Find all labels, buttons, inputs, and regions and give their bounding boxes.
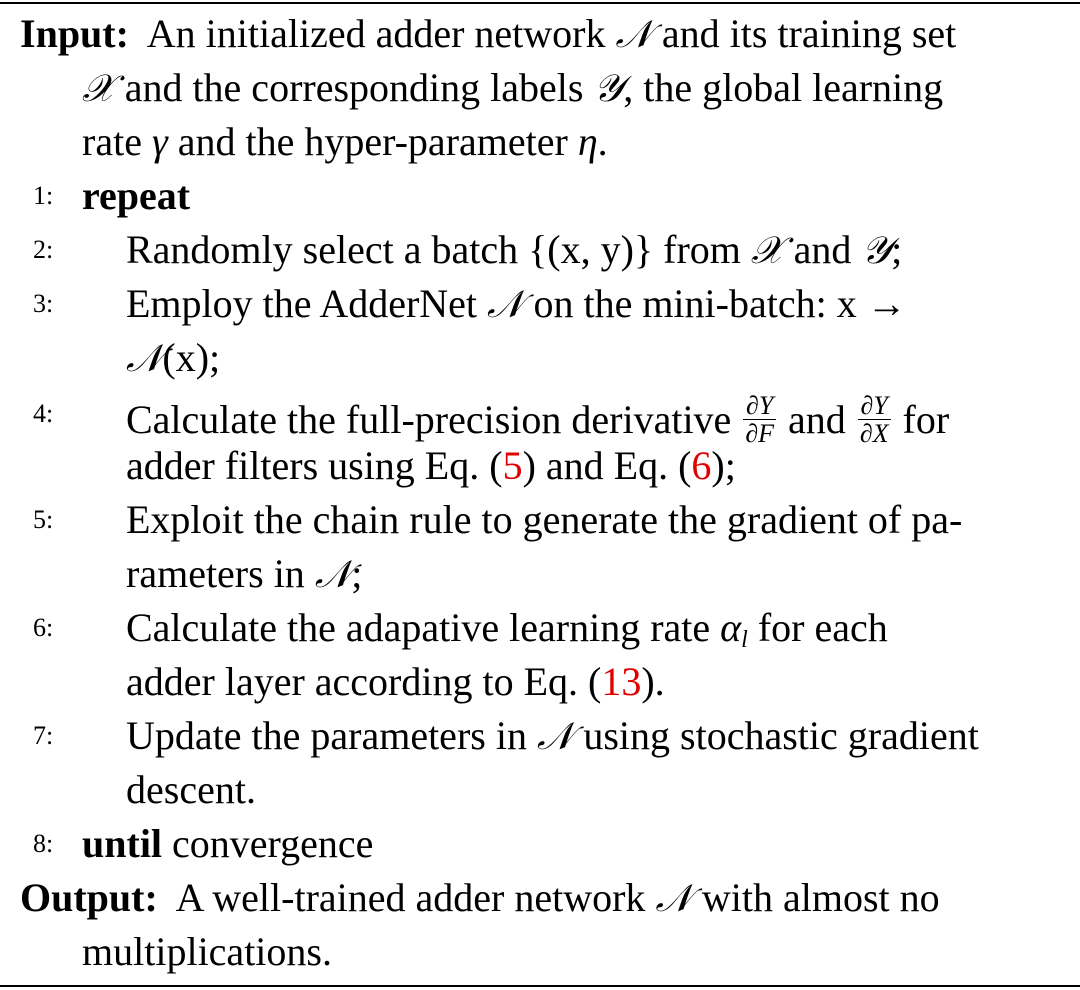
input-text-3a: rate [82,119,142,164]
labels-symbol: 𝒴 [861,228,892,272]
step-number: 7: [33,721,54,750]
step-8 [82,821,374,866]
equation-ref-link[interactable]: 13 [601,659,642,704]
step-3-line-1 [126,281,907,326]
output-line-1 [20,875,940,920]
equation-ref-link[interactable]: 6 [691,443,712,488]
input-text-3b: and the hyper-parameter [177,119,568,164]
step-2 [126,227,903,272]
step-2-and: and [793,227,852,272]
trainset-symbol: 𝒳 [750,228,784,272]
step-4-end: ); [711,443,736,488]
step-number: 1: [33,181,54,210]
until-keyword: until [82,821,163,866]
input-period: . [597,119,608,164]
network-symbol: 𝒩 [536,714,574,758]
step-6-text-c: adder layer according to Eq. ( [126,659,602,704]
alpha-char: α [720,605,742,650]
step-7-line-2 [126,767,256,812]
step-4-text: Calculate the full-precision derivative [126,397,732,443]
step-number: 4: [33,399,54,428]
step-1 [82,173,191,218]
step-number: 5: [33,505,54,534]
step-3-end: (x); [162,335,221,380]
step-7-text: Update the parameters in [126,713,527,758]
step-6-text: Calculate the adapative learning rate [126,605,711,650]
step-6-line-2 [126,659,665,704]
frac-denominator: ∂F [745,419,775,449]
step-3-text: Employ the AdderNet [126,281,478,326]
step-6-text-b: for each [757,605,888,650]
step-3-line-2 [126,335,221,380]
step-2-text: Randomly select a batch {(x, y)} from [126,227,741,272]
eta-symbol: η [577,119,598,164]
network-symbol: 𝒩 [126,336,163,380]
labels-symbol: 𝒴 [593,66,624,110]
step-number: 6: [33,613,54,642]
step-number: 3: [33,289,54,318]
step-4-line-2 [126,443,736,488]
derivative-dy-df [743,392,776,448]
step-5-line-1 [126,497,963,542]
output-text-c: multiplications. [82,929,332,974]
equation-ref-link[interactable]: 5 [502,443,523,488]
trainset-symbol: 𝒳 [82,66,115,110]
step-6-line-1 [126,605,888,653]
alpha-subscript: l [741,627,748,653]
input-line-3 [82,119,608,164]
repeat-keyword: repeat [82,173,191,218]
derivative-dy-dx [858,392,891,448]
input-text-1b: and its training set [661,11,957,56]
frac-denominator: ∂X [859,419,889,449]
step-4-text-d: adder filters using Eq. ( [126,443,503,488]
frac-numerator: ∂Y [743,392,776,420]
network-symbol: 𝒩 [314,552,352,596]
output-label: Output: [20,875,158,920]
input-line-1 [20,11,957,56]
input-text-1: An initialized adder network [146,11,606,56]
network-symbol: 𝒩 [615,12,652,56]
step-5-line-2 [126,551,363,596]
step-4-line-1 [126,392,949,448]
step-5-text: Exploit the chain rule to generate the gradient of pa- [126,497,963,542]
frac-numerator: ∂Y [858,392,891,420]
step-4-and: and [788,397,846,443]
top-rule [0,2,1080,4]
step-4-for: for [902,397,950,443]
input-text-2b: , the global learning [623,65,944,110]
step-7-text-b: using stochastic gradient [583,713,979,758]
step-2-end: ; [891,227,903,272]
bottom-rule [0,985,1080,987]
input-label: Input: [20,11,129,56]
output-text-b: with almost no [701,875,940,920]
step-4-text-e: ) and Eq. ( [522,443,692,488]
alpha-symbol [720,605,748,653]
output-line-2 [82,929,332,974]
network-symbol: 𝒩 [487,282,524,326]
input-text-2a: and the corresponding labels [124,65,584,110]
step-5-end: ; [351,551,363,596]
step-8-text: convergence [172,821,374,866]
step-number: 2: [33,235,54,264]
input-line-2 [82,65,944,110]
network-symbol: 𝒩 [655,876,692,920]
step-5-text-b: rameters in [126,551,305,596]
output-text-a: A well-trained adder network [175,875,646,920]
gamma-symbol: γ [151,119,168,164]
step-7-line-1 [126,713,979,758]
step-number: 8: [33,829,54,858]
step-7-text-c: descent. [126,767,256,812]
step-3-text-b: on the mini-batch: x → [533,281,907,326]
step-6-end: ). [641,659,665,704]
